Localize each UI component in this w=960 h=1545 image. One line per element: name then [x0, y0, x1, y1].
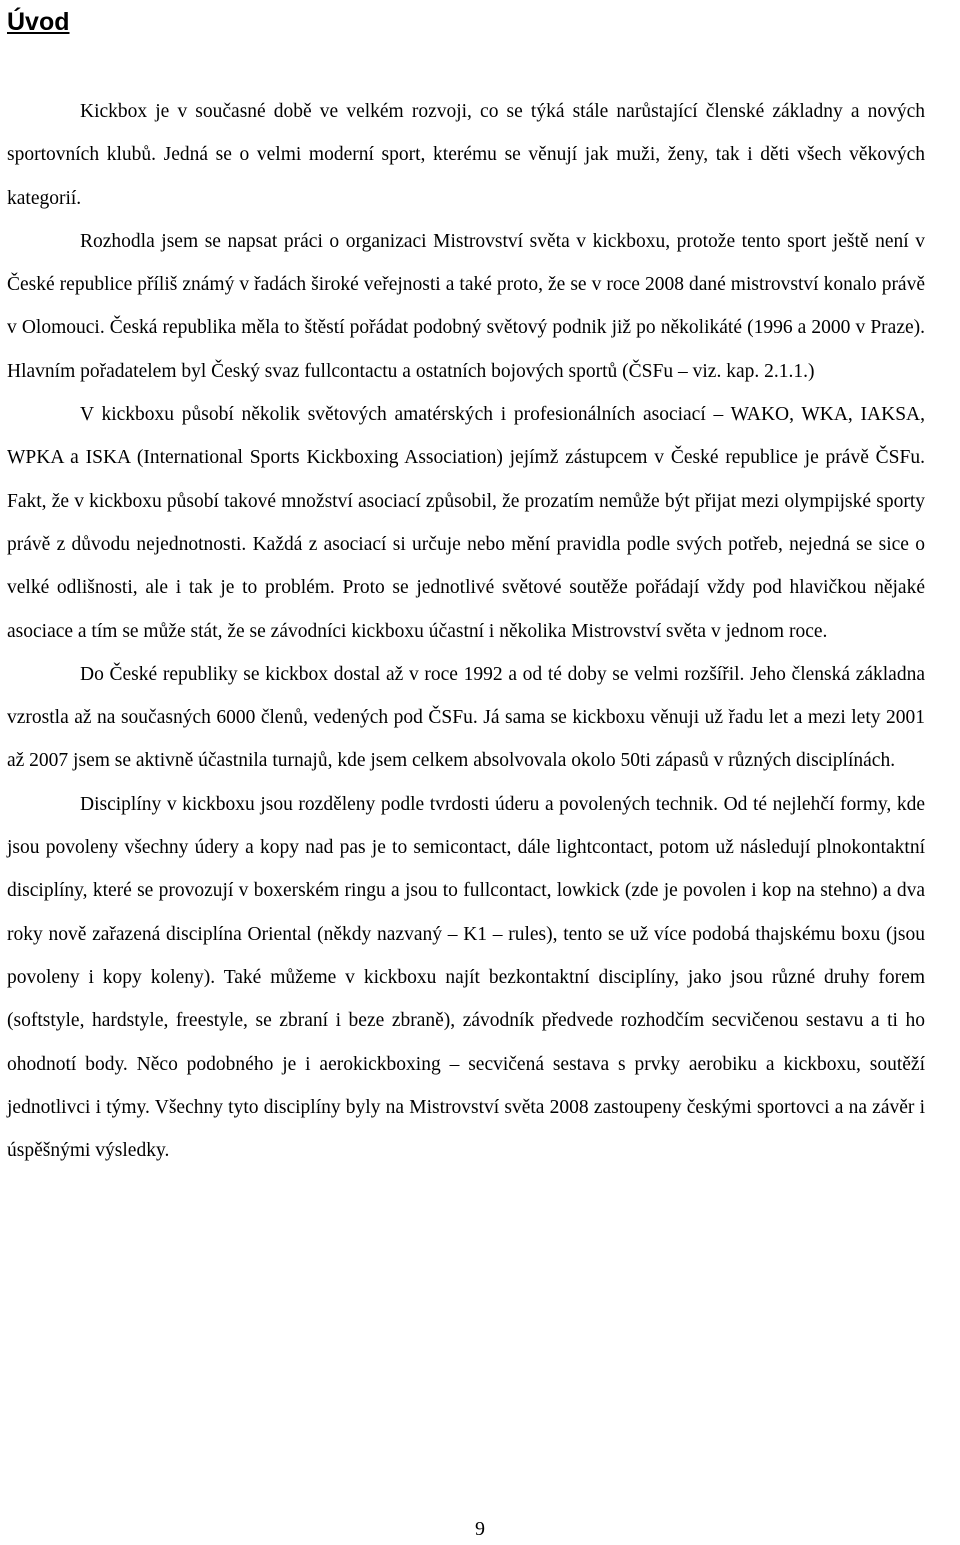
paragraph-associations: V kickboxu působí několik světových amatérských i profesionálních asociací – WAKO, WKA, IAKSA, WPKA a ISKA (International Sports Kickboxing Association) jejímž zástupcem v České republice je právě ČSFu. Fakt, že v kickboxu působí takové množství asociací způsobil, že prozatím nemůže být přijat mezi olympijské sporty právě z důvodu nejednotnosti. Každá z asociací si určuje nebo mění pravidla podle svých potřeb, nejedná se sice o velké odlišnosti, ale i tak je to problém. Proto se jednotlivé světové soutěže pořádají vždy pod hlavičkou nějaké asociace a tím se může stát, že se závodníci kickboxu účastní i několika Mistrovství světa v jednom roce.: [7, 404, 925, 642]
paragraph-motivation: Rozhodla jsem se napsat práci o organizaci Mistrovství světa v kickboxu, protože tento sport ještě není v České republice příliš známý v řadách široké veřejnosti a také proto, že se v roce 2008 dané mistrovství konalo právě v Olomouci. Česká republika měla to štěstí pořádat podobný světový podnik již po několikáté (1996 a 2000 v Praze). Hlavním pořadatelem byl Český svaz fullcontactu a ostatních bojových sportů (ČSFu – viz. kap. 2.1.1.): [7, 230, 925, 382]
paragraph-disciplines: Disciplíny v kickboxu jsou rozděleny podle tvrdosti úderu a povolených technik. Od té nejlehčí formy, kde jsou povoleny všechny údery a kopy nad pas je to semicontact, dále lightcontact, potom už následují plnokontaktní disciplíny, které se provozují v boxerském ringu a jsou to fullcontact, lowkick (zde je povolen i kop na stehno) a dva roky nově zařazená disciplína Oriental (někdy nazvaný – K1 – rules), tento se už více podobá thajskému boxu (jsou povoleny i kopy koleny). Také můžeme v kickboxu najít bezkontaktní disciplíny, jako jsou různé druhy forem (softstyle, hardstyle, freestyle, se zbraní i beze zbraně), závodník předvede rozhodčím secvičenou sestavu a ti ho ohodnotí body. Něco podobného je i aerokickboxing – secvičená sestava s prvky aerobiku a kickboxu, soutěží jednotlivci i týmy. Všechny tyto disciplíny byly na Mistrovství světa 2008 zastoupeny českými sportovci a na závěr i úspěšnými výsledky.: [7, 793, 925, 1162]
paragraph-intro: Kickbox je v současné době ve velkém rozvoji, co se týká stále narůstající členské základny a nových sportovních klubů. Jedná se o velmi moderní sport, kterému se věnují jak muži, ženy, tak i děti všech věkových kategorií.: [7, 101, 925, 209]
page-heading: Úvod: [7, 8, 70, 36]
paragraph-history: Do České republiky se kickbox dostal až v roce 1992 a od té doby se velmi rozšířil. Jeho členská základna vzrostla až na současných 6000 členů, vedených pod ČSFu. Já sama se kickboxu věnuji už řadu let a mezi lety 2001 až 2007 jsem se aktivně účastnila turnajů, kde jsem celkem absolvovala okolo 50ti zápasů v různých disciplínách.: [7, 663, 925, 772]
body-text: [7, 90, 925, 1172]
page-number: 9: [475, 1518, 485, 1540]
